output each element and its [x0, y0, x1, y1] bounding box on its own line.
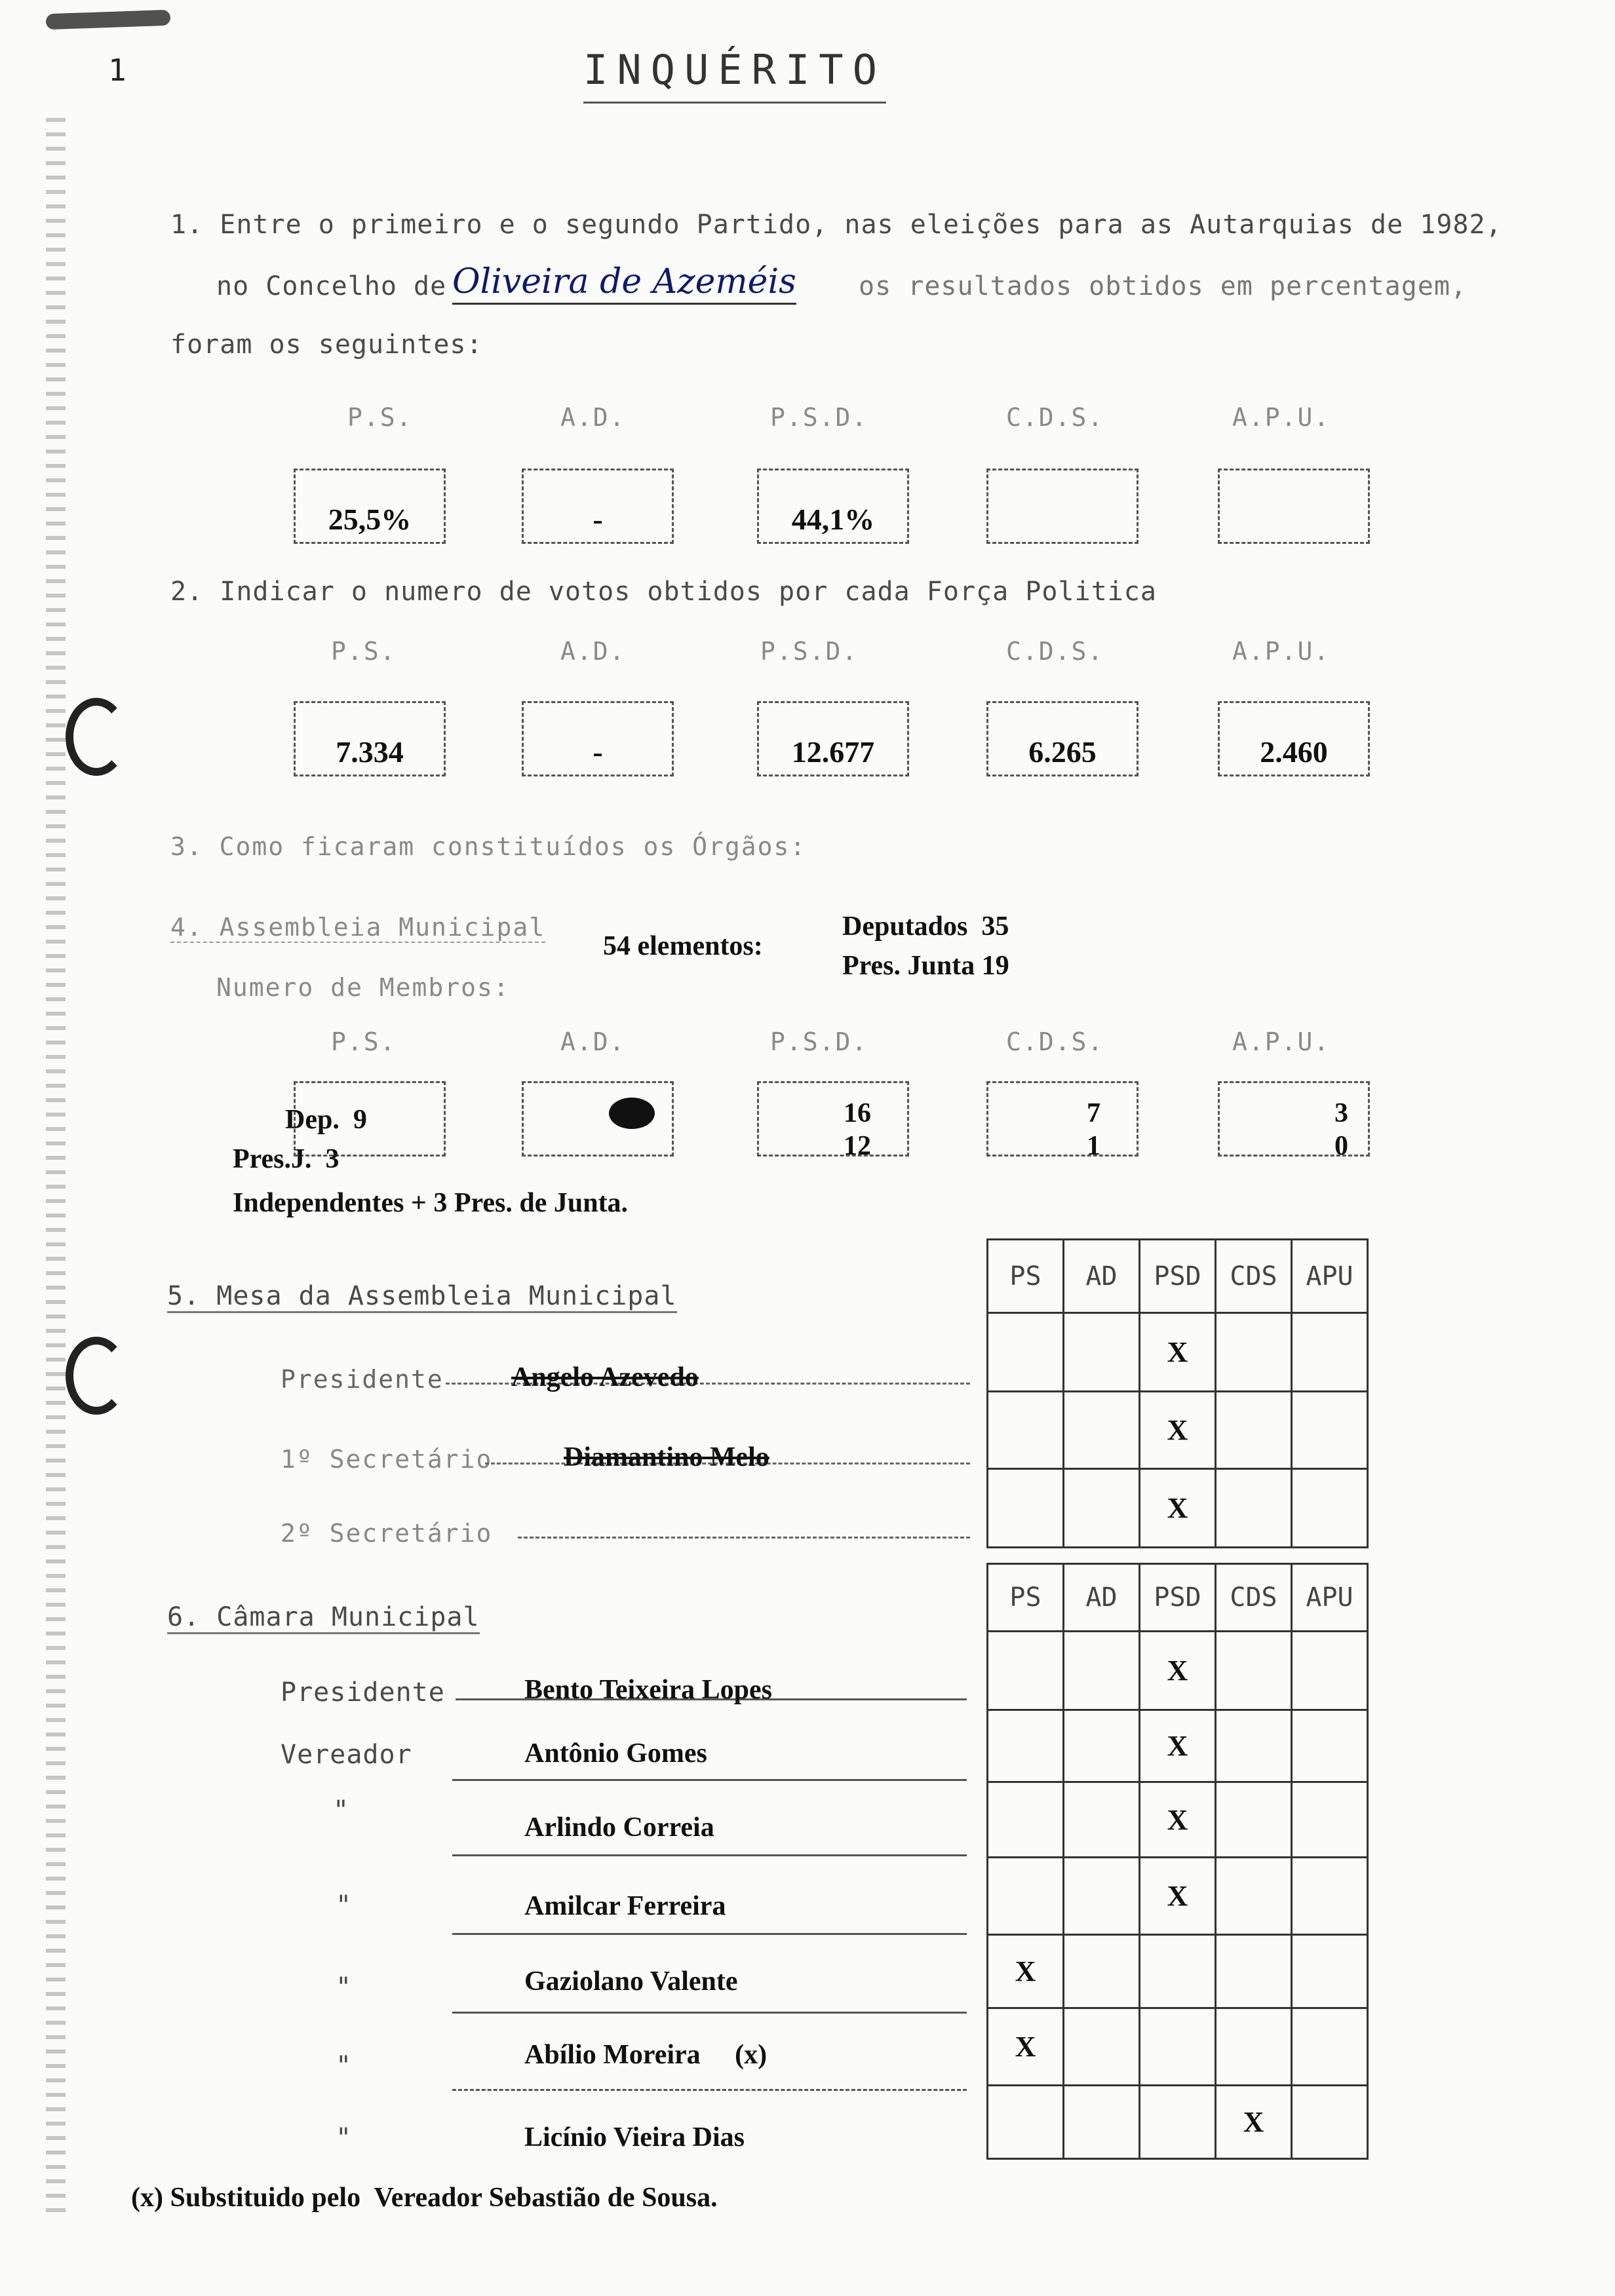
q6-hdr-ps: PS — [988, 1564, 1064, 1632]
q5-r2-ad — [1064, 1392, 1140, 1469]
q4-box-cds: 7 1 — [986, 1081, 1138, 1157]
q4-party-ad: A.D. — [560, 1027, 626, 1056]
q6-line-2 — [452, 1779, 967, 1781]
q5-label: 5. Mesa da Assembleia Municipal — [167, 1281, 677, 1313]
q6-role-presidente: Presidente — [281, 1677, 445, 1708]
q6-name-5: Gaziolano Valente — [524, 1966, 738, 1997]
q6-name-4: Amilcar Ferreira — [524, 1891, 726, 1921]
q4-independentes: Independentes + 3 Pres. de Junta. — [233, 1188, 629, 1218]
q6-r3-cds — [1216, 1782, 1292, 1858]
q6-r2-psd: X — [1140, 1710, 1216, 1782]
q1-party-ad: A.D. — [560, 403, 626, 432]
q6-label: 6. Câmara Municipal — [167, 1602, 480, 1634]
q6-r3-psd: X — [1140, 1782, 1216, 1858]
q5-r3-ps — [988, 1469, 1064, 1548]
q6-role-vereador: Vereador — [281, 1740, 412, 1770]
q5-r3-ad — [1064, 1469, 1140, 1548]
q6-r3-ps — [988, 1782, 1064, 1858]
page-title: INQUÉRITO — [583, 46, 886, 104]
q6-line-6 — [452, 2089, 967, 2091]
q6-hdr-apu: APU — [1292, 1564, 1368, 1632]
q6-name-6: Abílio Moreira (x) — [524, 2040, 768, 2070]
q5-hdr-ps: PS — [988, 1240, 1064, 1313]
q4-box-psd: 16 12 — [757, 1081, 909, 1157]
q1-party-cds: C.D.S. — [1006, 403, 1104, 432]
q6-r5-cds — [1216, 1935, 1292, 2008]
q6-r1-apu — [1292, 1632, 1368, 1710]
q6-r6-ps: X — [988, 2008, 1064, 2086]
scan-margin-noise — [46, 118, 66, 2215]
q5-table — [986, 1238, 1369, 1548]
q6-r1-ps — [988, 1632, 1064, 1710]
q6-name-7: Licínio Vieira Dias — [524, 2122, 745, 2152]
q1-party-apu: A.P.U. — [1232, 403, 1331, 432]
q6-line-3 — [452, 1854, 967, 1856]
q6-line-4 — [452, 1933, 967, 1935]
q6-r2-apu — [1292, 1710, 1368, 1782]
q5-role-presidente: Presidente — [281, 1365, 444, 1394]
q4-party-ps: P.S. — [331, 1027, 397, 1056]
q6-hdr-ad: AD — [1064, 1564, 1140, 1632]
q2-party-cds: C.D.S. — [1006, 637, 1104, 666]
q4-label2: Numero de Membros: — [216, 973, 510, 1002]
q4-box-ad — [522, 1081, 674, 1157]
q6-r1-ad — [1064, 1632, 1140, 1710]
q4-box-apu: 3 0 — [1218, 1081, 1370, 1157]
q6-r3-apu — [1292, 1782, 1368, 1858]
q2-party-psd: P.S.D. — [760, 637, 859, 666]
q5-r3-psd: X — [1140, 1469, 1216, 1548]
q6-r6-cds — [1216, 2008, 1292, 2086]
q5-r2-apu — [1292, 1392, 1368, 1469]
q5-r1-psd: X — [1140, 1313, 1216, 1392]
q5-r1-ps — [988, 1313, 1064, 1392]
q6-r6-ad — [1064, 2008, 1140, 2086]
punch-hole-top — [66, 698, 127, 776]
q1-line2a: no Concelho de — [216, 271, 447, 301]
q6-name-1: Bento Teixeira Lopes — [524, 1675, 773, 1705]
q6-hdr-cds: CDS — [1216, 1564, 1292, 1632]
q6-r4-ad — [1064, 1858, 1140, 1935]
q4-deputados: Deputados 35 — [842, 911, 1009, 942]
q1-box-ad: - — [522, 469, 674, 544]
q5-hdr-ad: AD — [1064, 1240, 1140, 1313]
q3-text: 3. Como ficaram constituídos os Órgãos: — [170, 832, 807, 861]
q6-line-5 — [452, 2012, 967, 2014]
q6-name-2: Antônio Gomes — [524, 1738, 707, 1769]
q6-r6-psd — [1140, 2008, 1216, 2086]
q5-hdr-psd: PSD — [1140, 1240, 1216, 1313]
q6-r5-ps: X — [988, 1935, 1064, 2008]
corner-ink-mark — [46, 10, 171, 30]
q6-table — [986, 1563, 1369, 2160]
punch-hole-bottom — [66, 1337, 127, 1415]
q5-role-1secretario: 1º Secretário — [281, 1445, 493, 1474]
q6-r6-apu — [1292, 2008, 1368, 2086]
q1-party-ps: P.S. — [347, 403, 413, 432]
q4-ps-presj: Pres.J. 3 — [233, 1144, 340, 1174]
q4-label1: 4. Assembleia Municipal — [170, 913, 546, 942]
q4-ad-blot — [609, 1098, 655, 1129]
q6-r4-apu — [1292, 1858, 1368, 1935]
q5-role-2secretario: 2º Secretário — [281, 1519, 493, 1548]
q2-party-ad: A.D. — [560, 637, 626, 666]
page-mark: 1 — [108, 52, 127, 88]
q6-r7-ad — [1064, 2086, 1140, 2159]
q5-name-1secretario: Diamantino Melo — [564, 1442, 769, 1472]
q6-r4-ps — [988, 1858, 1064, 1935]
q6-role-7: " — [336, 2123, 353, 2153]
q6-r5-ad — [1064, 1935, 1140, 2008]
q5-r3-apu — [1292, 1469, 1368, 1548]
q1-line2b: os resultados obtidos em percentagem, — [859, 271, 1468, 301]
q2-box-apu: 2.460 — [1218, 701, 1370, 776]
q6-r4-cds — [1216, 1858, 1292, 1935]
q2-box-ad: - — [522, 701, 674, 776]
q5-r1-cds — [1216, 1313, 1292, 1392]
q2-box-cds: 6.265 — [986, 701, 1138, 776]
q5-name-presidente: Angelo Azevedo — [511, 1362, 699, 1392]
q6-role-5: " — [336, 1972, 353, 2002]
q6-role-6: " — [336, 2051, 353, 2081]
q5-line-2secretario — [518, 1537, 970, 1539]
q6-r4-psd: X — [1140, 1858, 1216, 1935]
q4-party-psd: P.S.D. — [770, 1027, 868, 1056]
q5-r2-psd: X — [1140, 1392, 1216, 1469]
q6-hdr-psd: PSD — [1140, 1564, 1216, 1632]
q5-r1-ad — [1064, 1313, 1140, 1392]
q6-role-4: " — [336, 1890, 353, 1921]
q2-box-ps: 7.334 — [294, 701, 446, 776]
q4-party-cds: C.D.S. — [1006, 1027, 1104, 1056]
q1-line1: 1. Entre o primeiro e o segundo Partido, nas eleições para as Autarquias de 1982, — [170, 210, 1502, 240]
q4-elements: 54 elementos: — [603, 931, 763, 961]
footnote: (x) Substituido pelo Vereador Sebastião de Sousa. — [131, 2183, 718, 2213]
q6-r7-ps — [988, 2086, 1064, 2159]
q6-r2-ad — [1064, 1710, 1140, 1782]
q6-r3-ad — [1064, 1782, 1140, 1858]
handwritten-municipality: Oliveira de Azeméis — [452, 262, 796, 305]
q6-r7-cds: X — [1216, 2086, 1292, 2159]
q6-r7-psd — [1140, 2086, 1216, 2159]
q1-box-cds — [986, 469, 1138, 544]
q6-r2-ps — [988, 1710, 1064, 1782]
q4-pres-junta: Pres. Junta 19 — [842, 951, 1009, 981]
q2-text: 2. Indicar o numero de votos obtidos por cada Força Politica — [170, 577, 1157, 607]
q5-r2-cds — [1216, 1392, 1292, 1469]
q6-r5-apu — [1292, 1935, 1368, 2008]
q6-r5-psd — [1140, 1935, 1216, 2008]
q1-party-psd: P.S.D. — [770, 403, 868, 432]
q5-r2-ps — [988, 1392, 1064, 1469]
q6-r1-cds — [1216, 1632, 1292, 1710]
q4-ps-dep: Dep. 9 — [285, 1105, 367, 1135]
q2-box-psd: 12.677 — [757, 701, 909, 776]
q4-party-apu: A.P.U. — [1232, 1027, 1331, 1056]
q6-role-3: " — [333, 1795, 350, 1826]
q1-box-psd: 44,1% — [757, 469, 909, 544]
q6-name-3: Arlindo Correia — [524, 1812, 714, 1843]
q5-hdr-cds: CDS — [1216, 1240, 1292, 1313]
q5-hdr-apu: APU — [1292, 1240, 1368, 1313]
q6-r7-apu — [1292, 2086, 1368, 2159]
q1-box-apu — [1218, 469, 1370, 544]
q2-party-ps: P.S. — [331, 637, 397, 666]
q5-r1-apu — [1292, 1313, 1368, 1392]
q6-r2-cds — [1216, 1710, 1292, 1782]
q5-r3-cds — [1216, 1469, 1292, 1548]
q2-party-apu: A.P.U. — [1232, 637, 1331, 666]
q1-line3: foram os seguintes: — [170, 330, 483, 360]
q6-r1-psd: X — [1140, 1632, 1216, 1710]
q1-box-ps: 25,5% — [294, 469, 446, 544]
